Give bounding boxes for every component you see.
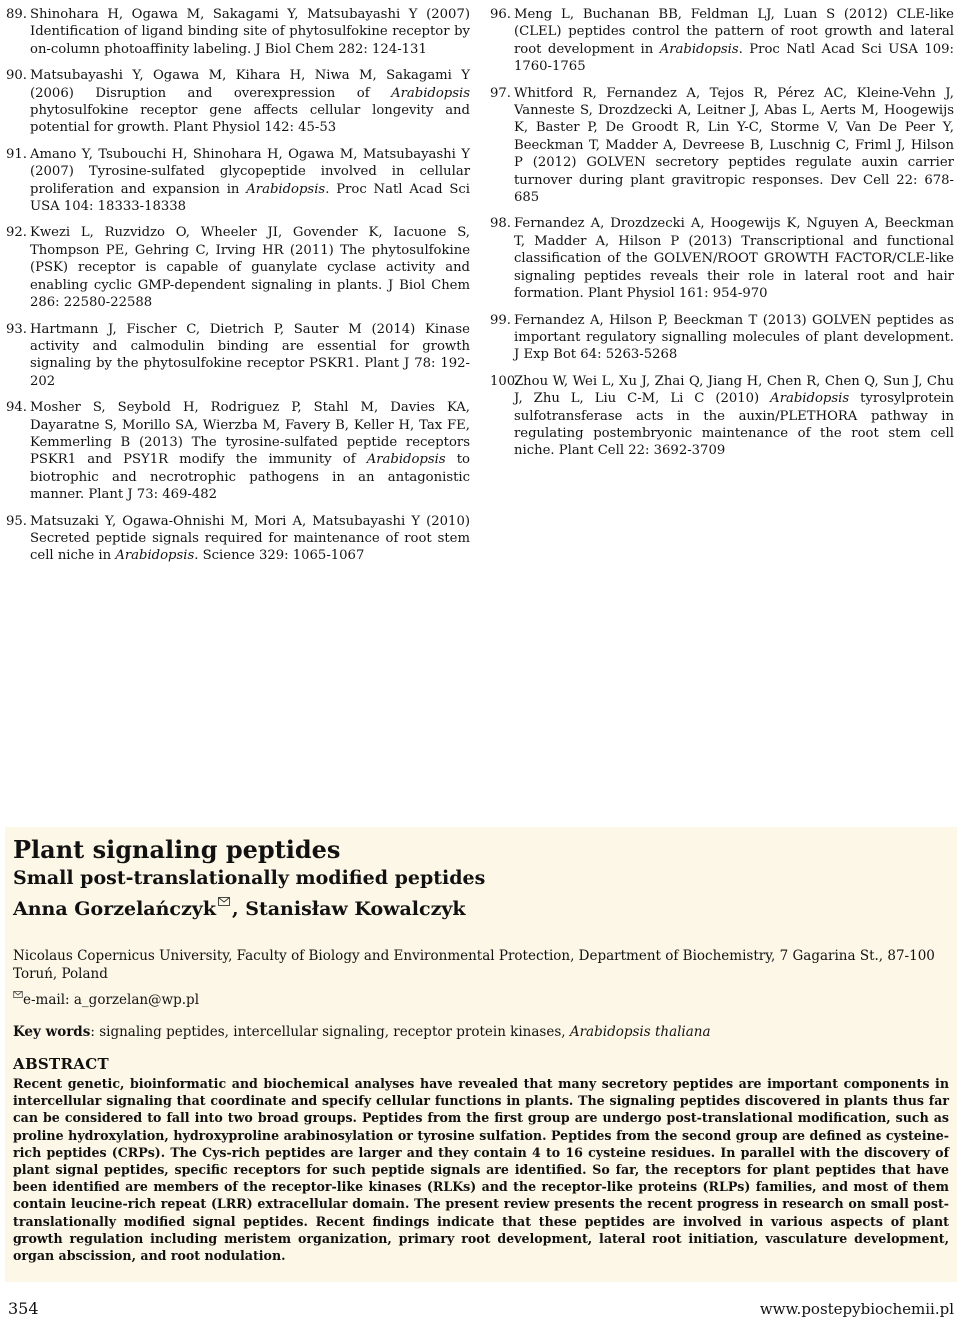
envelope-icon: [218, 897, 230, 906]
keywords-label: Key words: [13, 1024, 91, 1040]
reference-item: [6, 513, 470, 565]
reference-italic: Arabidopsis: [246, 181, 326, 197]
reference-text-end: to biotrophic and necrotrophic pathogens in an antagonistic manner. Plant J 73: 469-482: [30, 452, 471, 503]
reference-number: 89.: [6, 7, 27, 22]
reference-text: Whitford R, Fernandez A, Tejos R, Pérez AC, Kleine-Vehn J, Vanneste S, Drozdzecki A, Leitner J, Abas L, Aerts M, Hoogewijs K, Baster P, De Groodt R, Lin Y-C, Storme V, Van De Peer Y, Beeckman T, Madder A, Devreese B, Luschnig C, Friml J, Hilson P (2012) GOLVEN secretory peptides regulate auxin carrier turnover during plant gravitropic responses. Dev Cell 22: 678-685: [514, 85, 954, 206]
reference-item: [6, 6, 470, 58]
authors: [13, 895, 949, 923]
reference-text-end: . Science 329: 1065-1067: [194, 548, 365, 564]
reference-number: 94.: [6, 400, 27, 416]
reference-number: 100.: [490, 373, 520, 389]
reference-text: Fernandez A, Hilson P, Beeckman T (2013) GOLVEN peptides as important regulatory signalling molecules of plant development. J Exp Bot 64: 5263-5268: [514, 312, 954, 363]
abstract-text: Recent genetic, bioinformatic and biochemical analyses have revealed that many secretory peptides are important components in intercellular signaling that coordinate and specify cellular functions in plants. The signaling peptides discovered in plants thus far can be considered to fall into two broad groups. Peptides from the first group are undergo post-translational modification, such as proline hydroxylation, hydroxyproline arabinosylation or tyrosine sulfation. Peptides from the second group are defined as cysteine-rich peptides (CRPs). The Cys-rich peptides are larger and they contain 4 to 16 cysteine residues. In parallel with the discovery of plant signal peptides, specific receptors for such peptide signals are identified. So far, the receptors for plant peptides that have been identified are members of the receptor-like kinases (RLKs) and the receptor-like proteins (RLPs) families, and most of them contain leucine-rich repeat (LRR) extracellular domain. The present review presents the recent progress in research on small post-translationally modified signal peptides. Recent findings indicate that these peptides are involved in various aspects of plant growth regulation including meristem organization, primary root development, lateral root initiation, vasculature development, organ abscission, and root nodulation.: [13, 1076, 949, 1264]
reference-number: 90.: [6, 68, 27, 84]
email-address: e-mail: a_gorzelan@wp.pl: [23, 992, 200, 1008]
author-2: , Stanisław Kowalczyk: [232, 898, 466, 920]
reference-italic: Arabidopsis: [391, 85, 470, 101]
author-1: Anna Gorzelańczyk: [13, 898, 216, 920]
reference-text-end: phytosulfokine receptor gene affects cellular longevity and potential for growth. Plant Physiol 142: 45-53: [30, 103, 470, 136]
keywords-italic: Arabidopsis thaliana: [569, 1024, 711, 1040]
reference-italic: Arabidopsis: [659, 41, 739, 57]
reference-item: [490, 6, 954, 76]
reference-text: Fernandez A, Drozdzecki A, Hoogewijs K, Nguyen A, Beeckman T, Madder A, Hilson P (2013) Transcriptional and functional classification of the GOLVEN/ROOT GROWTH FACTOR/CLE-like signaling peptides reveals their role in lateral root and hair formation. Plant Physiol 161: 954-970: [514, 216, 954, 302]
reference-text: Amano Y, Tsubouchi H, Shinohara H, Ogawa M, Matsubayashi Y (2007) Tyrosine-sulfated glycopeptide involved in cellular proliferation and expansion in: [30, 146, 470, 197]
reference-text: Hartmann J, Fischer C, Dietrich P, Sauter M (2014) Kinase activity and calmodulin binding are essential for growth signaling by the phytosulfokine receptor PSKR1. Plant J 78: 192-202: [30, 321, 470, 389]
page-number: 354: [8, 1299, 39, 1318]
references-section: [6, 6, 955, 564]
reference-text-end: . Proc Natl Acad Sci USA 109: 1760-1765: [514, 41, 954, 75]
envelope-icon: [13, 991, 23, 998]
affiliation: Nicolaus Copernicus University, Faculty of Biology and Environmental Protection, Department of Biochemistry, 7 Gagarina St., 87-100 Toruń, Poland: [13, 948, 935, 982]
reference-item: [6, 321, 470, 391]
reference-text-end: tyrosylprotein sulfotransferase acts in the auxin/PLETHORA pathway in regulating postembryonic maintenance of the root stem cell niche. Plant Cell 22: 3692-3709: [514, 391, 955, 459]
article-subtitle: Small post-translationally modified peptides: [13, 867, 486, 889]
reference-text: Mosher S, Seybold H, Rodriguez P, Stahl M, Davies KA, Dayaratne S, Morillo SA, Wierzba M, Favery B, Keller H, Tax FE, Kemmerling B (2013) The tyrosine-sulfated peptide receptors PSKR1 and PSY1R modify the immunity of: [30, 400, 470, 468]
reference-number: 92.: [6, 225, 27, 241]
article-header-box: [5, 827, 957, 1282]
references-column-left: [6, 6, 471, 564]
keywords-text: : signaling peptides, intercellular signaling, receptor protein kinases,: [90, 1024, 570, 1040]
reference-item: [6, 67, 470, 137]
reference-italic: Arabidopsis: [366, 452, 446, 468]
keywords: [13, 1023, 949, 1041]
email-line: [13, 991, 949, 1009]
reference-text: Meng L, Buchanan BB, Feldman LJ, Luan S (2012) CLE-like (CLEL) peptides control the pattern of root growth and lateral root development in: [514, 7, 954, 57]
reference-text-end: . Proc Natl Acad Sci USA 104: 18333-18338: [30, 181, 471, 215]
reference-text: Matsuzaki Y, Ogawa-Ohnishi M, Mori A, Matsubayashi Y (2010) Secreted peptide signals required for maintenance of root stem cell niche in: [30, 513, 470, 564]
reference-number: 95.: [6, 513, 27, 529]
reference-item: [490, 312, 954, 364]
reference-number: 93.: [6, 321, 27, 337]
references-column-right: [490, 6, 954, 526]
reference-item: [490, 85, 954, 207]
reference-number: 98.: [490, 216, 511, 232]
reference-italic: Arabidopsis: [770, 391, 850, 407]
reference-text: Kwezi L, Ruzvidzo O, Wheeler JI, Govender K, Iacuone S, Thompson PE, Gehring C, Irving HR (2011) The phytosulfokine (PSK) receptor is capable of guanylate cyclase activity and enabling cyclic GMP-dependent signaling in plants. J Biol Chem 286: 22580-22588: [30, 225, 470, 311]
reference-text: Matsubayashi Y, Ogawa M, Kihara H, Niwa M, Sakagami Y (2006) Disruption and overexpression of: [30, 68, 470, 101]
footer-website: www.postepybiochemii.pl: [759, 1300, 954, 1318]
reference-item: [490, 373, 954, 460]
reference-number: 91.: [6, 146, 27, 162]
reference-text: Shinohara H, Ogawa M, Sakagami Y, Matsubayashi Y (2007) Identification of ligand binding site of phytosulfokine receptor by on-column photoaffinity labeling. J Biol Chem 282: 124-131: [30, 7, 470, 57]
reference-italic: Arabidopsis: [115, 548, 195, 564]
reference-item: [6, 146, 470, 216]
reference-item: [6, 224, 470, 311]
reference-text: Zhou W, Wei L, Xu J, Zhai Q, Jiang H, Chen R, Chen Q, Sun J, Chu J, Zhu L, Liu C-M, Li C (2010): [514, 373, 954, 407]
reference-number: 96.: [490, 7, 511, 22]
article-title: Plant signaling peptides: [13, 835, 341, 864]
reference-number: 99.: [490, 312, 511, 328]
reference-item: [490, 215, 954, 302]
abstract-heading: ABSTRACT: [13, 1055, 109, 1073]
reference-number: 97.: [490, 85, 511, 101]
reference-item: [6, 399, 470, 503]
